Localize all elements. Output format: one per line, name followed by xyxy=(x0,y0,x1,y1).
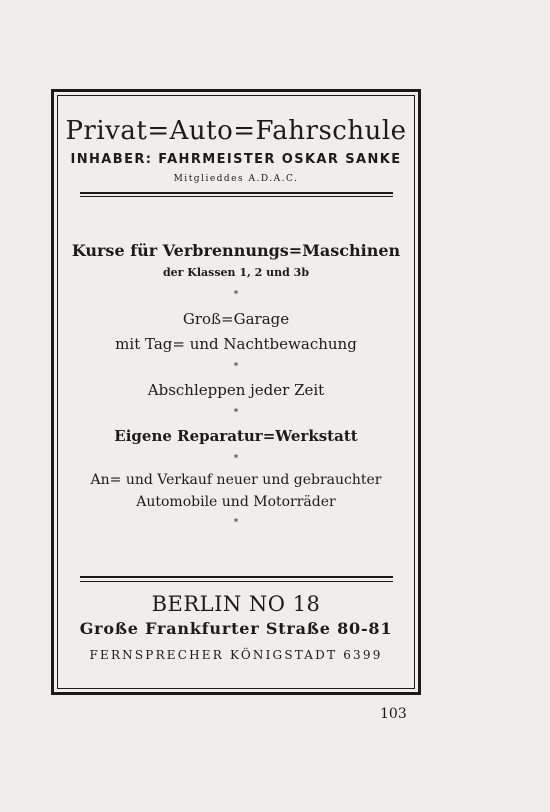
phone-number: FERNSPRECHER KÖNIGSTADT 6399 xyxy=(89,648,383,662)
courses-title: Kurse für Verbrennungs=Maschinen xyxy=(71,241,401,260)
courses-classes: der Klassen 1, 2 und 3b xyxy=(162,266,310,279)
separator-star: * xyxy=(233,454,239,464)
address-city: BERLIN NO 18 xyxy=(151,592,321,616)
garage-line-1: Groß=Garage xyxy=(182,310,290,328)
top-divider-thick xyxy=(80,192,393,194)
workshop-text: Eigene Reparatur=Werkstatt xyxy=(114,427,358,445)
ad-title: Privat=Auto=Fahrschule xyxy=(65,116,407,146)
bottom-divider-thick xyxy=(80,576,393,578)
separator-star: * xyxy=(233,362,239,372)
separator-star: * xyxy=(233,290,239,300)
trade-line-1: An= und Verkauf neuer und gebrauchter xyxy=(90,472,382,488)
address-street: Große Frankfurter Straße 80-81 xyxy=(79,619,393,638)
trade-line-2: Automobile und Motorräder xyxy=(136,494,336,510)
bottom-divider-thin xyxy=(80,581,393,582)
page-number: 103 xyxy=(380,706,407,722)
towing-text: Abschleppen jeder Zeit xyxy=(147,381,325,399)
top-divider-thin xyxy=(80,196,393,197)
separator-star: * xyxy=(233,518,239,528)
ad-membership: Mitglieddes A.D.A.C. xyxy=(173,174,299,184)
garage-line-2: mit Tag= und Nachtbewachung xyxy=(115,335,357,353)
separator-star: * xyxy=(233,408,239,418)
ad-owner: INHABER: FAHRMEISTER OSKAR SANKE xyxy=(70,152,402,167)
